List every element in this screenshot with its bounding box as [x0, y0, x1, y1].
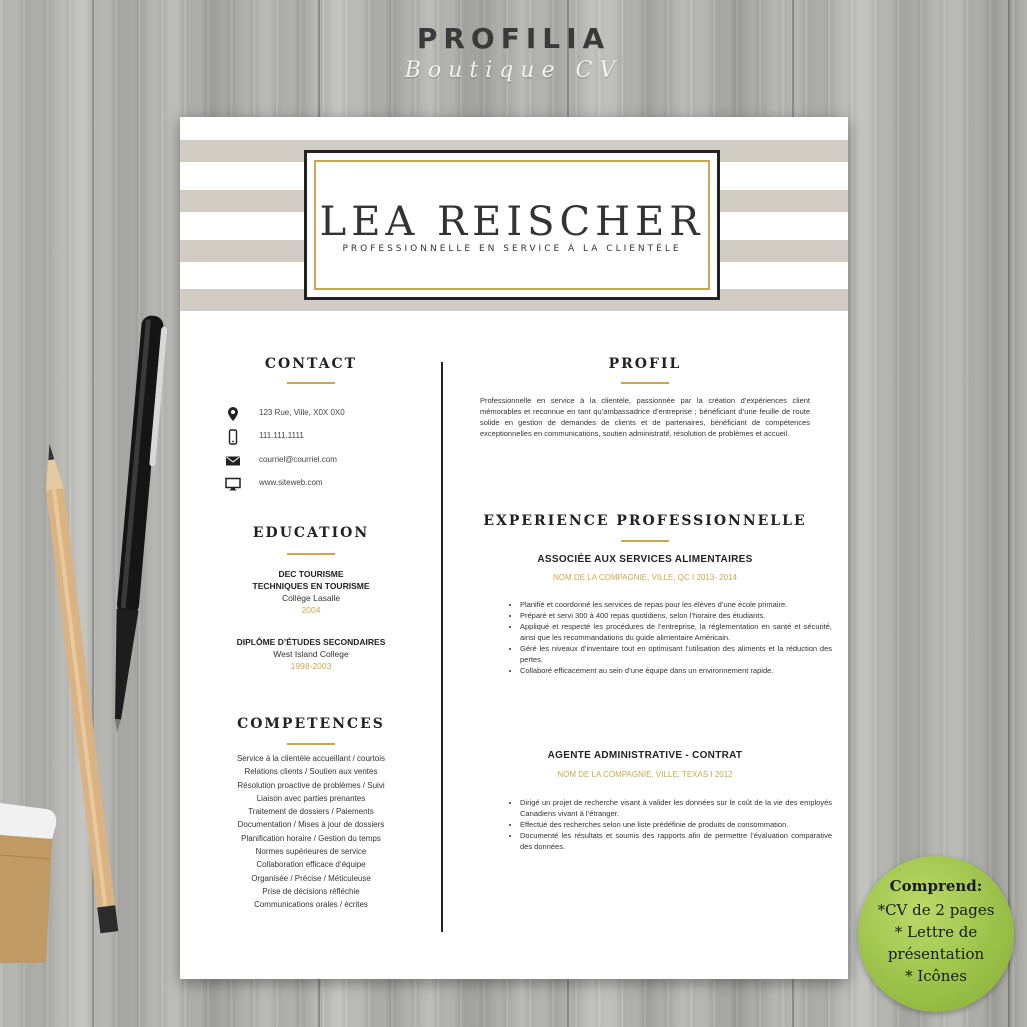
- experience-rule: [621, 540, 669, 542]
- job-bullet: • Planifié et coordonné les services de repas pour les élèves d’une école primaire.: [520, 599, 832, 610]
- profile-text: Professionnelle en service à la clientèle, passionnée par la création d’expériences client mémorables et reconnue en tant qu’ambassadrice d’entreprise ; bénéficiant d’une feuille de route solide en gestion de demandes de clients et de partenaires, bénéficiant de compétences exceptionnelles en communications, soutien administratif, résolution de problèmes et accueil.: [480, 396, 810, 438]
- job-bullets: [498, 599, 832, 676]
- candidate-name: LEA REISCHER: [319, 199, 705, 245]
- column-divider: [441, 362, 443, 932]
- job-bullet: • Géré les niveaux d’inventaire tout en optimisant l’utilisation des aliments et la réduction des pertes.: [520, 643, 832, 665]
- education-years: 2004: [301, 605, 321, 615]
- skill-item: Collaboration efficace d’équipe: [256, 860, 366, 870]
- experience-heading: EXPERIENCE PROFESSIONNELLE: [483, 513, 807, 529]
- job-bullet: • Dirigé un projet de recherche visant à valider les données sur le coût de la vie des employés Canadiens vivant à l’étranger.: [520, 797, 832, 819]
- brand-tagline: Boutique CV: [404, 58, 623, 83]
- badge-heading: Comprend:: [889, 877, 983, 895]
- skills-rule: [287, 743, 335, 745]
- job-bullet: • Préparé et servi 300 à 400 repas quotidiens, selon l’horaire des étudiants.: [520, 610, 832, 621]
- education-degree: DEC TOURISME: [278, 569, 344, 579]
- job-meta: NOM DE LA COMPAGNIE, VILLE, QC I 2013- 2014: [553, 573, 737, 582]
- profile-heading: PROFIL: [608, 356, 682, 372]
- includes-badge: [858, 856, 1014, 1012]
- wood-plank-seam: [1008, 0, 1010, 1027]
- resume-page: [180, 117, 848, 979]
- skill-item: Communications orales / écrites: [254, 900, 368, 910]
- phone-text: 111.111.1111: [259, 431, 304, 440]
- education-heading: EDUCATION: [252, 525, 370, 541]
- skill-item: Normes supérieures de service: [255, 847, 367, 857]
- badge-item: * Icônes: [905, 967, 967, 985]
- skill-item: Traitement de dossiers / Paiements: [248, 807, 374, 817]
- skill-item: Service à la clientèle accueillant / courtois: [236, 754, 386, 763]
- job-title: ASSOCIÉE AUX SERVICES ALIMENTAIRES: [537, 554, 753, 565]
- address-text: 123 Rue, Ville, X0X 0X0: [259, 408, 345, 417]
- education-entry-2: [200, 636, 422, 672]
- location-pin-icon: [225, 406, 241, 422]
- name-plate: [304, 150, 720, 300]
- skill-item: Résolution proactive de problèmes / Suivi: [237, 780, 385, 790]
- badge-item: * Lettre de: [894, 923, 978, 941]
- contact-heading: CONTACT: [264, 356, 358, 372]
- badge-item: présentation: [887, 945, 985, 963]
- job-bullet: • Effectué des recherches selon une liste prédéfinie de produits de consommation.: [520, 819, 832, 830]
- website-text: www.siteweb.com: [259, 478, 323, 487]
- profile-rule: [621, 382, 669, 384]
- skills-list: [194, 752, 428, 912]
- skill-item: Organisée / Précise / Méticuleuse: [251, 873, 371, 883]
- badge-item: *CV de 2 pages: [877, 901, 995, 919]
- brand-name: PROFILIA: [416, 22, 611, 55]
- education-years: 1998-2003: [290, 661, 332, 671]
- candidate-title: PROFESSIONNELLE EN SERVICE À LA CLIENTÈLE: [342, 244, 682, 254]
- job-bullet: • Appliqué et respecté les procédures de l’entreprise, la réglementation en santé et sécurité, ainsi que les recommandations du guide alimentaire Américain.: [520, 621, 832, 643]
- education-rule: [287, 553, 335, 555]
- eraser: [0, 795, 62, 965]
- skill-item: Prise de décisions réfléchie: [262, 886, 360, 896]
- skill-item: Liaison avec parties prenantes: [256, 793, 366, 803]
- job-title: AGENTE ADMINISTRATIVE - CONTRAT: [547, 750, 743, 761]
- envelope-icon: [225, 453, 241, 469]
- education-degree: DIPLÔME D’ÉTUDES SECONDAIRES: [236, 637, 386, 647]
- phone-icon: [225, 429, 241, 445]
- contact-rule: [287, 382, 335, 384]
- job-bullets: [498, 797, 832, 852]
- education-school: West Island College: [273, 649, 349, 659]
- monitor-icon: [225, 476, 241, 492]
- job-bullet: • Collaboré efficacement au sein d’une équipe dans un environnement rapide.: [520, 665, 832, 676]
- skill-item: Planification horaire / Gestion du temps: [241, 833, 381, 843]
- education-entry-1: [200, 568, 422, 616]
- email-text: courriel@courriel.com: [259, 455, 337, 464]
- skill-item: Documentation / Mises à jour de dossiers: [237, 820, 385, 830]
- education-school: Collège Lasalle: [281, 593, 341, 603]
- skill-item: Relations clients / Soutien aux ventes: [244, 767, 378, 777]
- skills-heading: COMPETENCES: [237, 716, 385, 732]
- education-degree: TECHNIQUES EN TOURISME: [252, 581, 370, 591]
- job-bullet: • Documenté les résultats et soumis des rapports afin de permettre l’évaluation comparative des données.: [520, 830, 832, 852]
- job-meta: NOM DE LA COMPAGNIE, VILLE, TEXAS I 2012: [557, 770, 733, 779]
